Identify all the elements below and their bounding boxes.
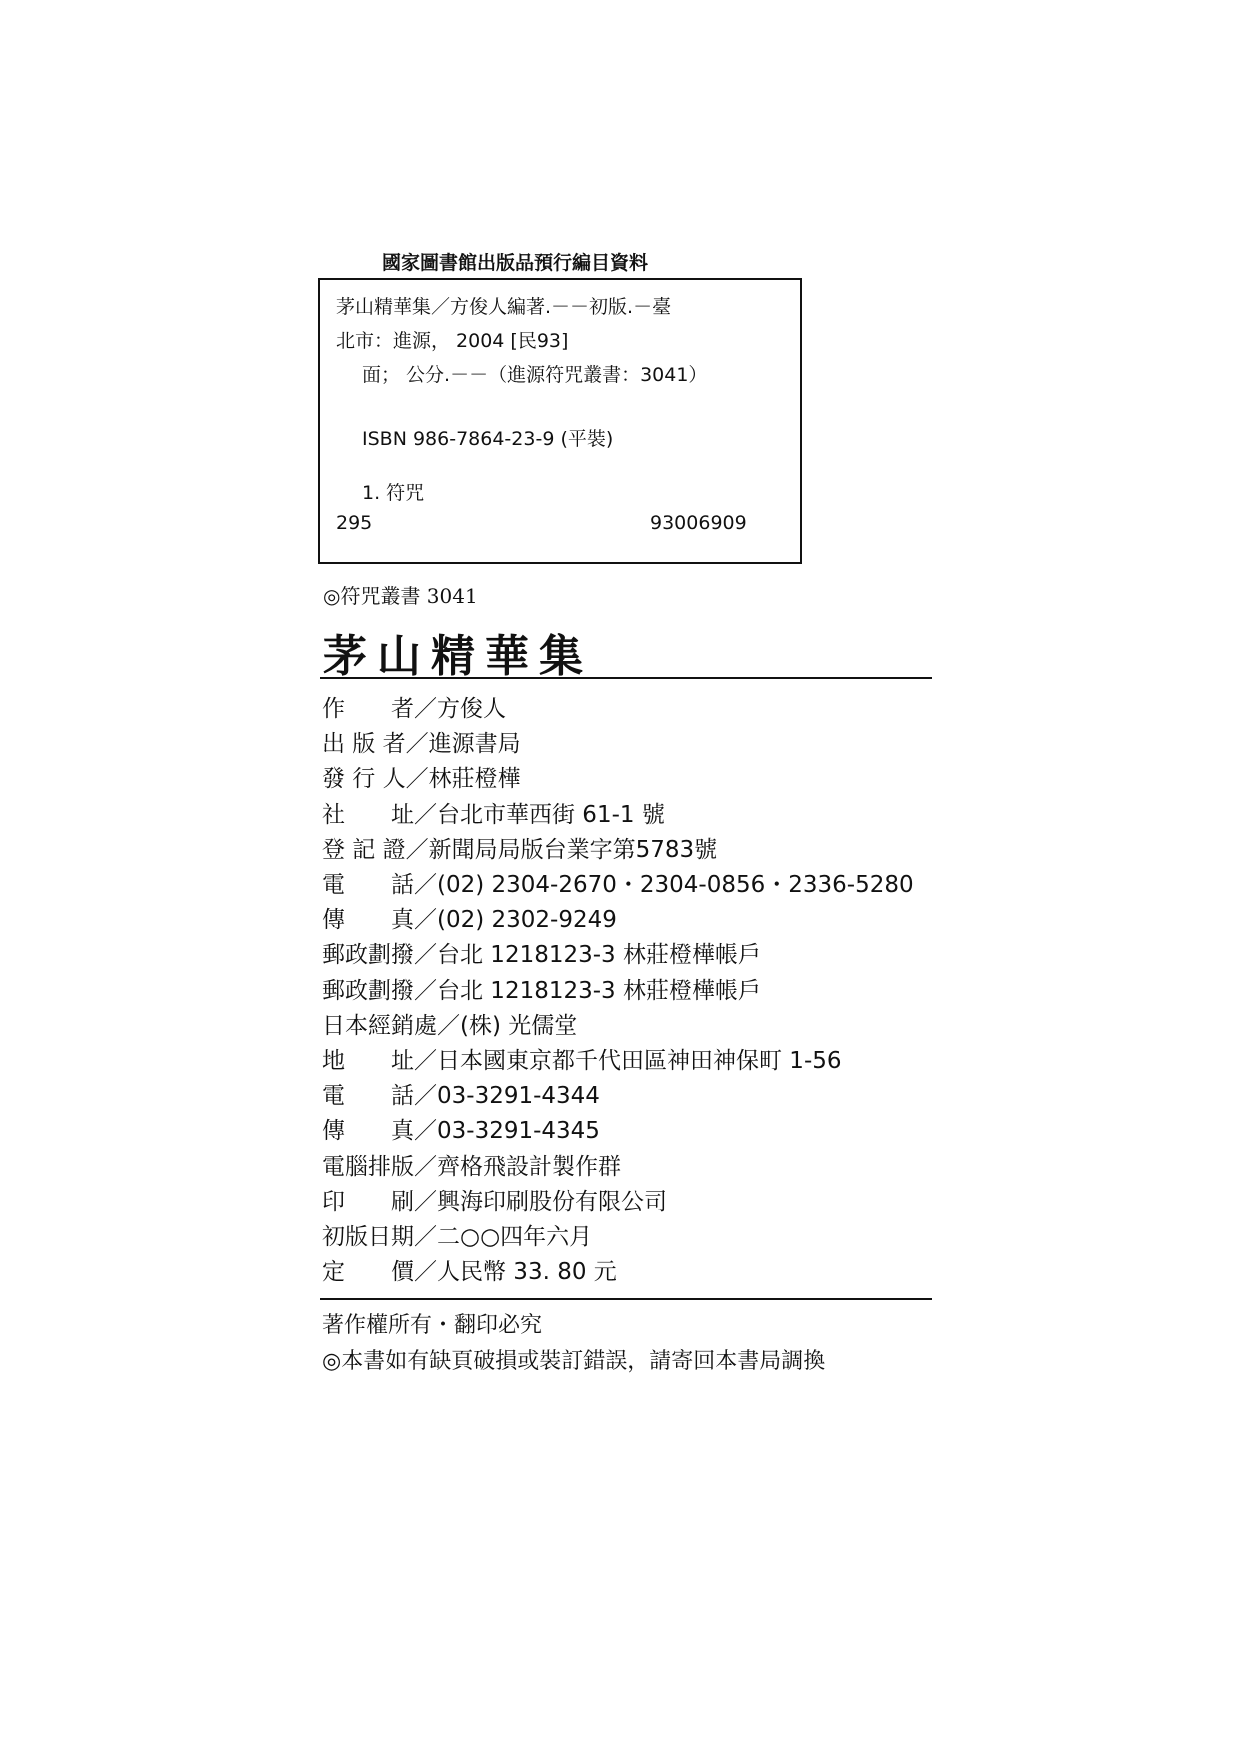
info-value: ／(02) 2304-2670・2304-0856・2336-5280 [414, 872, 914, 898]
info-label: 郵政劃撥 [322, 942, 414, 969]
info-label: 作 者 [322, 696, 414, 722]
info-row [322, 1148, 621, 1181]
cip-line-2: 北市：進源， 2004 [民93] [336, 330, 569, 352]
info-label: 出 版 者 [322, 731, 406, 758]
info-value: ／03-3291-4344 [414, 1083, 600, 1110]
info-label: 社 址 [322, 801, 414, 828]
cip-record-box [318, 278, 802, 564]
info-label: 郵政劃撥 [322, 977, 414, 1004]
info-label: 地 址 [322, 1048, 414, 1074]
info-row [322, 831, 717, 864]
info-value: ／齊格飛設計製作群 [414, 1153, 621, 1180]
series-label: ◎符咒叢書 3041 [323, 584, 478, 608]
info-label: 傳 真 [322, 907, 414, 934]
info-label: 日本經銷處 [322, 1012, 437, 1039]
info-label: 定 價 [322, 1259, 414, 1286]
info-row [322, 1253, 617, 1286]
info-value: ／台北 1218123-3 林莊橙樺帳戶 [414, 977, 761, 1004]
copyright-line: 著作權所有・翻印必究 [322, 1313, 543, 1338]
info-row [322, 866, 914, 899]
title-divider [320, 677, 932, 679]
info-value: ／人民幣 33. 80 元 [414, 1259, 617, 1286]
info-label: 電 話 [322, 1083, 414, 1110]
cip-isbn: ISBN 986-7864-23-9 (平裝) [362, 428, 614, 450]
info-row [322, 936, 761, 969]
info-row [322, 1183, 667, 1216]
info-label: 電 話 [322, 872, 414, 898]
info-value: ／新聞局局版台業字第5783號 [405, 836, 718, 863]
info-value: ／台北市華西街 61-1 號 [414, 801, 665, 828]
info-row [322, 796, 665, 829]
cip-line-3: 面； 公分.－－（進源符咒叢書：3041） [362, 364, 708, 386]
info-value: ／林莊橙樺 [405, 766, 521, 793]
info-row [322, 1042, 842, 1075]
info-row [322, 760, 521, 793]
info-value: ／進源書局 [405, 731, 521, 758]
cip-line-1: 茅山精華集／方俊人編著.－－初版.－臺 [336, 296, 672, 318]
info-value: ／興海印刷股份有限公司 [414, 1188, 667, 1215]
cip-class-number: 295 [336, 512, 373, 534]
info-value: ／(株) 光儒堂 [437, 1012, 578, 1039]
info-label: 傳 真 [322, 1118, 414, 1145]
info-value: ／台北 1218123-3 林莊橙樺帳戶 [414, 942, 761, 969]
cip-heading: 國家圖書館出版品預行編目資料 [382, 252, 649, 274]
footer-divider [320, 1298, 932, 1300]
info-value: ／二○○四年六月 [414, 1224, 593, 1250]
info-label: 初版日期 [322, 1224, 414, 1250]
info-label: 電腦排版 [322, 1153, 414, 1180]
info-label: 登 記 證 [322, 836, 406, 863]
info-row [322, 972, 761, 1005]
info-label: 發 行 人 [322, 766, 406, 793]
info-value: ／(02) 2302-9249 [414, 907, 617, 934]
info-row [322, 901, 617, 934]
info-value: ／03-3291-4345 [414, 1118, 600, 1145]
cip-record-number: 93006909 [650, 512, 747, 534]
replacement-notice: ◎本書如有缺頁破損或裝訂錯誤，請寄回本書局調換 [322, 1349, 826, 1374]
info-value: ／日本國東京都千代田區神田神保町 1-56 [414, 1048, 842, 1074]
book-title: 茅山精華集 [323, 631, 593, 682]
info-value: ／方俊人 [414, 696, 506, 722]
info-row [322, 1112, 600, 1145]
info-label: 印 刷 [322, 1188, 414, 1215]
info-row [322, 1218, 592, 1251]
cip-subject: 1. 符咒 [362, 482, 425, 504]
info-row [322, 690, 506, 723]
info-row [322, 725, 521, 758]
info-row [322, 1007, 577, 1040]
info-row [322, 1077, 600, 1110]
